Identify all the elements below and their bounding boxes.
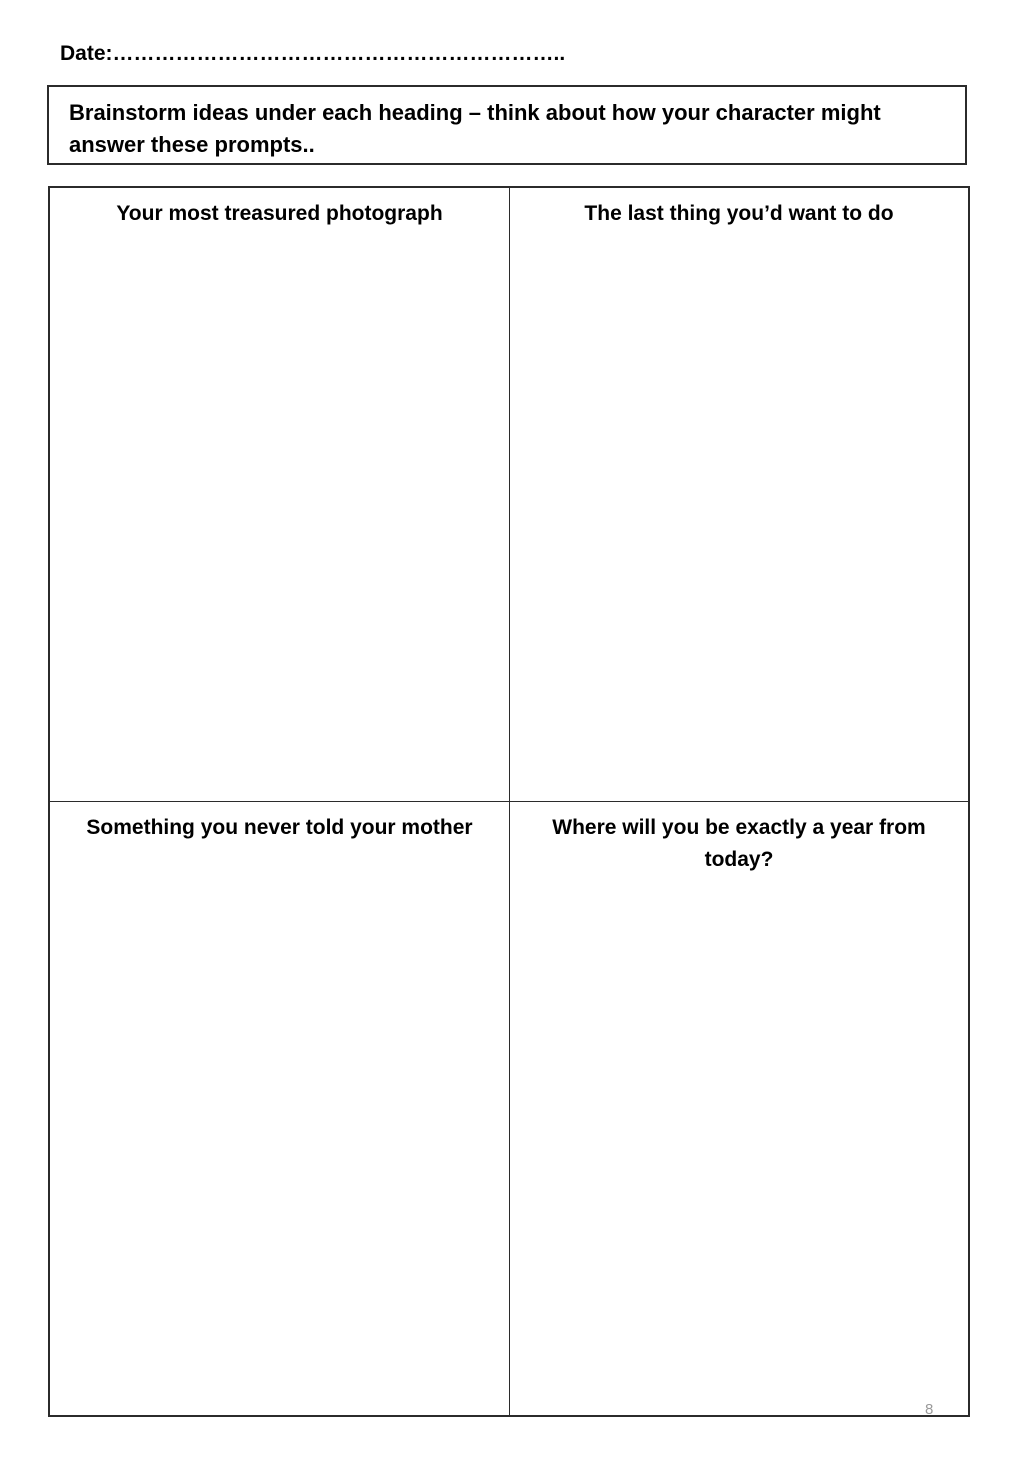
- prompt-cell-never-told-mother[interactable]: [50, 802, 510, 1415]
- prompt-cell-last-thing[interactable]: [510, 188, 968, 802]
- prompt-heading: The last thing you’d want to do: [584, 202, 894, 225]
- prompt-cell-treasured-photograph[interactable]: [50, 188, 510, 802]
- date-field-label: Date:………………………………………………………..: [60, 42, 566, 65]
- prompt-heading: Your most treasured photograph: [116, 202, 443, 225]
- instructions-line-1: Brainstorm ideas under each heading – think about how your character might: [69, 100, 881, 125]
- instructions-box: [47, 85, 967, 165]
- prompt-heading: Where will you be exactly a year from today?: [552, 816, 926, 871]
- page-number: 8: [925, 1401, 934, 1418]
- prompt-heading: Something you never told your mother: [86, 816, 473, 839]
- instructions-line-2: answer these prompts..: [69, 132, 315, 157]
- prompt-cell-year-from-today[interactable]: [510, 802, 968, 1415]
- brainstorm-grid: [48, 186, 970, 1417]
